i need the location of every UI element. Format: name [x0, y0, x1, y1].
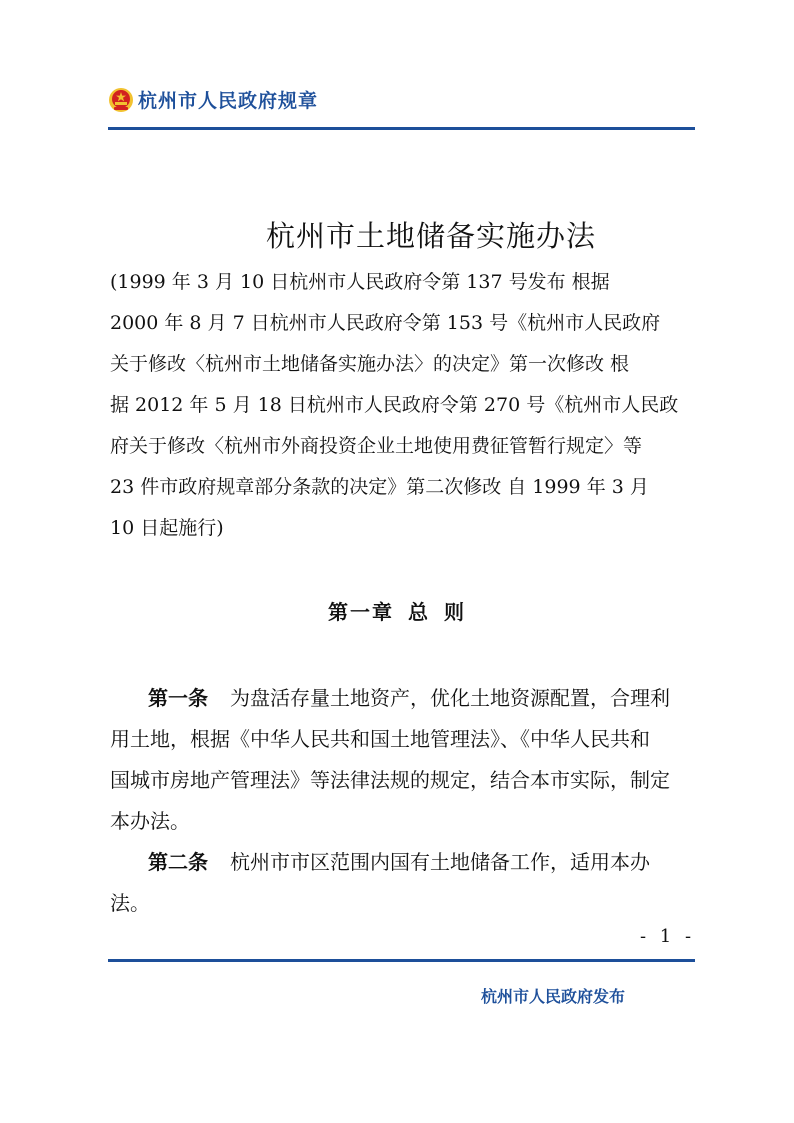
article-label: 第一条 — [148, 686, 208, 710]
national-emblem-icon — [108, 87, 134, 113]
document-preamble — [110, 262, 694, 549]
header-divider — [108, 127, 695, 130]
preamble-line: (1999 年 3 月 10 日杭州市人民政府令第 137 号发布 根据 — [110, 271, 610, 293]
footer-publisher: 杭州市人民政府发布 — [481, 987, 626, 1006]
article-label: 第二条 — [148, 850, 208, 874]
article-text: 法。 — [110, 891, 150, 915]
preamble-line: 23 件市政府规章部分条款的决定》第二次修改 自 1999 年 3 月 — [110, 476, 649, 498]
page-header — [108, 86, 318, 113]
preamble-line: 关于修改〈杭州市土地储备实施办法〉的决定》第一次修改 根 — [110, 353, 630, 375]
article-text: 国城市房地产管理法》等法律法规的规定，结合本市实际，制定 — [110, 768, 670, 792]
chapter-heading — [0, 596, 794, 625]
chapter-title-part: 则 — [444, 600, 466, 624]
preamble-line: 府关于修改〈杭州市外商投资企业土地使用费征管暂行规定〉等 — [110, 435, 643, 457]
header-title: 杭州市人民政府规章 — [138, 90, 319, 112]
article-text: 本办法。 — [110, 809, 190, 833]
chapter-number: 第一章 — [328, 600, 394, 624]
article-1 — [110, 678, 694, 842]
preamble-line: 2000 年 8 月 7 日杭州市人民政府令第 153 号《杭州市人民政府 — [110, 312, 661, 334]
article-text: 为盘活存量土地资产，优化土地资源配置，合理利 — [230, 686, 670, 710]
article-2 — [110, 842, 694, 924]
preamble-line: 10 日起施行) — [110, 517, 224, 539]
page-number: - 1 - — [640, 926, 696, 947]
article-text: 杭州市市区范围内国有土地储备工作，适用本办 — [230, 850, 650, 874]
document-title: 杭州市土地储备实施办法 — [265, 219, 596, 253]
preamble-line: 据 2012 年 5 月 18 日杭州市人民政府令第 270 号《杭州市人民政 — [110, 394, 679, 416]
chapter-title-part: 总 — [408, 600, 430, 624]
article-text: 用土地，根据《中华人民共和国土地管理法》、《中华人民共和 — [110, 727, 650, 751]
footer-divider — [108, 959, 695, 962]
